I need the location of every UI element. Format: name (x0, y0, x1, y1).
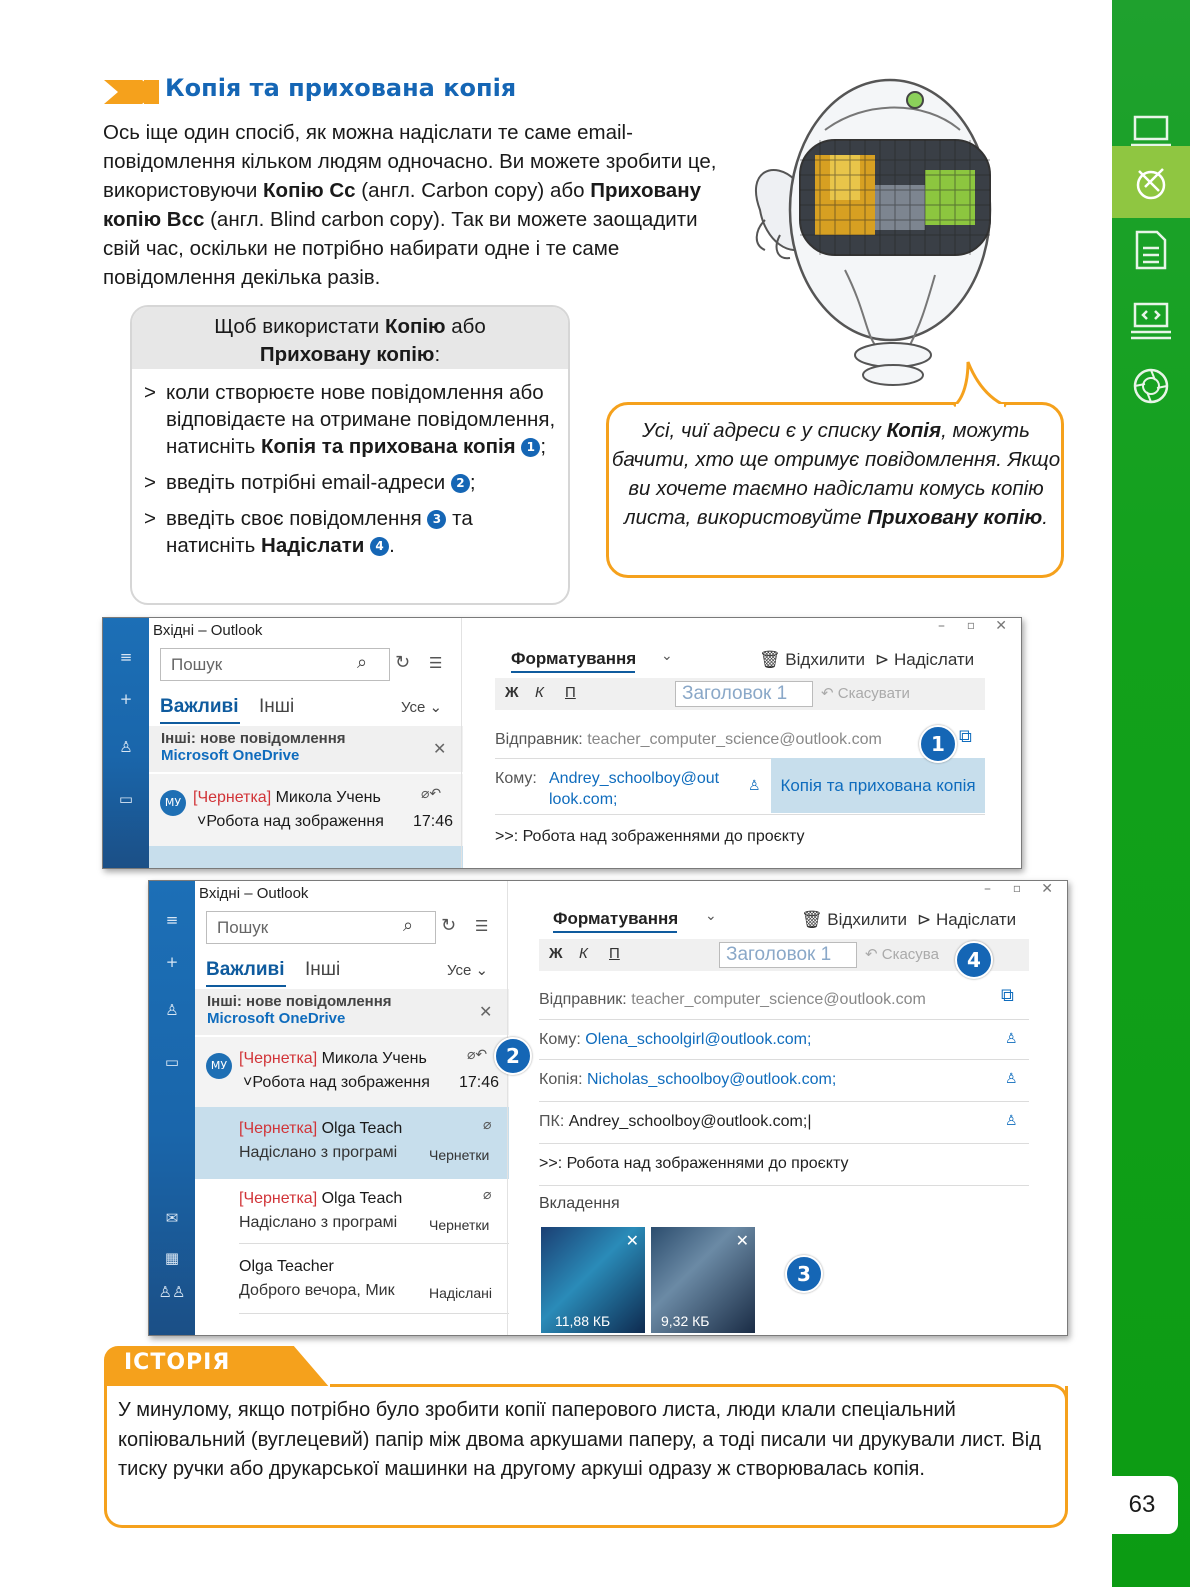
mail-folder: Чернетки (429, 1147, 490, 1163)
attachment-thumbnail[interactable]: ✕ 9,32 КБ (651, 1227, 755, 1333)
bubble-text: Усі, чиї адреси є у списку Копія, можуть бачити, хто ще отримує повідомлення. Якщо ви хочете таємно надіслати комусь копію листа, використовуйте Приховану копію. (611, 419, 1061, 529)
search-input[interactable]: Пошук (160, 648, 390, 681)
mail-sender: [Чернетка] Olga Teach (239, 1190, 403, 1207)
subject-field[interactable]: >>: Робота над зображеннями до проєкту (539, 1155, 849, 1172)
mail-sender: [Чернетка] Микола Учень (239, 1050, 427, 1067)
contact-icon[interactable]: ♙ (1005, 1113, 1018, 1129)
mail-subject: ˅Робота над зображення (243, 1074, 430, 1091)
aperture-icon (1112, 350, 1190, 422)
code-icon (1112, 284, 1190, 356)
new-mail-icon[interactable]: + (165, 953, 179, 971)
mail-time: 17:46 (459, 1074, 500, 1091)
search-input[interactable]: Пошук (206, 911, 436, 944)
sync-icon[interactable]: ↻ (441, 915, 457, 936)
outlook-window-2 (148, 880, 1068, 1336)
cc-bcc-button[interactable]: Копія та прихована копія (771, 758, 985, 813)
outlook-window-1 (102, 617, 1022, 869)
mail-subject: ˅Робота над зображення (197, 813, 384, 830)
other-banner[interactable]: Інші: нове повідомлення Microsoft OneDrive ✕ (195, 989, 509, 1035)
send-button[interactable]: ⊳ Надіслати (875, 650, 975, 669)
underline-button[interactable]: П (609, 945, 620, 962)
bubble-tail-icon (950, 360, 1010, 408)
undo-button[interactable]: ↶ Скасува (865, 946, 939, 963)
window-title: Вхідні – Outlook (153, 622, 263, 639)
mail-sender: [Чернетка] Микола Учень (193, 789, 381, 806)
send-button[interactable]: ⊳ Надіслати (917, 910, 1017, 929)
network-icon (1112, 146, 1190, 218)
mail-icon[interactable]: ✉ (165, 1209, 179, 1227)
close-icon[interactable]: ✕ (433, 741, 447, 758)
chevron-down-icon[interactable]: ⌄ (661, 648, 673, 664)
maximize-icon[interactable]: ▫ (966, 618, 975, 632)
mail-sender: [Чернетка] Olga Teach (239, 1120, 403, 1137)
document-icon (1112, 214, 1190, 286)
tab-other[interactable]: Інші (259, 696, 295, 717)
steps-box (130, 305, 570, 605)
from-row: Відправник: teacher_computer_science@outlook.com (495, 731, 882, 748)
bold-button[interactable]: Ж (549, 945, 563, 962)
mail-preview: Надіслано з програмі (239, 1144, 398, 1161)
callout-4: 4 (955, 941, 993, 979)
bcc-row[interactable]: ПК: Andrey_schoolboy@outlook.com;| (539, 1113, 812, 1130)
account-icon[interactable]: ♙ (119, 738, 133, 756)
filter-dropdown[interactable]: Усе ⌄ (401, 699, 443, 716)
mail-folder: Надіслані (429, 1285, 492, 1301)
select-icon[interactable]: ☰ (475, 917, 489, 935)
history-title: ІСТОРІЯ (124, 1350, 231, 1375)
cc-row[interactable]: Копія: Nicholas_schoolboy@outlook.com; (539, 1071, 837, 1088)
filter-dropdown[interactable]: Усе ⌄ (447, 962, 489, 979)
select-icon[interactable]: ☰ (429, 654, 443, 672)
folder-icon[interactable]: ▭ (164, 1053, 180, 1071)
search-icon[interactable]: ⌕ (403, 915, 414, 936)
attachment-thumbnail[interactable]: ✕ 11,88 КБ (541, 1227, 645, 1333)
step-item: > введіть потрібні email-адреси 2 ; (144, 471, 476, 494)
discard-button[interactable]: 🗑 Відхилити (759, 650, 866, 669)
tab-focused[interactable]: Важливі (206, 959, 285, 980)
undo-button[interactable]: ↶ Скасувати (821, 685, 910, 702)
hamburger-icon[interactable]: ≡ (165, 911, 179, 929)
subject-field[interactable]: >>: Робота над зображеннями до проєкту (495, 828, 805, 845)
formatting-tab[interactable]: Форматування (511, 649, 637, 668)
account-icon[interactable]: ♙ (165, 1001, 179, 1019)
popout-icon[interactable]: ⧉ (959, 726, 972, 747)
attachment-icon: ⌀ (483, 1187, 492, 1203)
intro-paragraph: Ось іще один спосіб, як можна надіслати те саме email-повідомлення кільком людям одночасно. Ви можете зробити це, використовуючи Копію Cc (англ. Carbon copy) або Приховану копію Bcc (англ. Blind carbon copy). Так ви можете заощадити свій час, оскільки не потрібно набирати одне і те саме повідомлення декілька разів. (103, 121, 717, 289)
folder-icon[interactable]: ▭ (118, 790, 134, 808)
minimize-icon[interactable]: – (938, 618, 945, 634)
callout-2: 2 (494, 1037, 532, 1075)
people-icon[interactable]: ♙♙ (158, 1283, 186, 1301)
section-heading: Копія та прихована копія (165, 74, 517, 102)
mail-folder: Чернетки (429, 1217, 490, 1233)
history-text: У минулому, якщо потрібно було зробити копії паперового листа, люди клали спеціальний копіювальний (вуглецевий) папір між двома аркушами паперу, а тоді писали чи друкували лист. Від тиску ручки або друкарської машинки на другому аркуші одразу ж створювалась копія. (118, 1399, 1041, 1480)
to-row: Кому: (495, 770, 537, 787)
close-icon[interactable]: ✕ (479, 1004, 493, 1021)
new-mail-icon[interactable]: + (119, 690, 133, 708)
italic-button[interactable]: К (579, 945, 588, 962)
window-close-icon[interactable]: ✕ (1041, 881, 1053, 897)
mail-time: 17:46 (413, 813, 454, 830)
calendar-icon[interactable]: ▦ (164, 1249, 180, 1267)
remove-icon[interactable]: ✕ (735, 1231, 749, 1250)
tab-other[interactable]: Інші (305, 959, 341, 980)
window-close-icon[interactable]: ✕ (995, 618, 1007, 634)
tab-focused[interactable]: Важливі (160, 696, 239, 717)
from-row: Відправник: teacher_computer_science@outlook.com (539, 991, 926, 1008)
attachment-icon: ⌀ (483, 1117, 492, 1133)
italic-button[interactable]: К (535, 684, 544, 701)
popout-icon[interactable]: ⧉ (1001, 985, 1014, 1006)
avatar: МУ (206, 1053, 232, 1079)
contact-icon[interactable]: ♙ (1005, 1031, 1018, 1047)
contact-icon[interactable]: ♙ (748, 778, 761, 794)
to-row[interactable]: Кому: Olena_schoolgirl@outlook.com; (539, 1031, 812, 1048)
underline-button[interactable]: П (565, 684, 576, 701)
search-icon[interactable]: ⌕ (357, 652, 368, 673)
attachments-label: Вкладення (539, 1195, 620, 1212)
maximize-icon[interactable]: ▫ (1012, 881, 1021, 895)
heading-arrow-icon (104, 80, 159, 104)
style-select[interactable]: Заголовок 1 (719, 942, 857, 968)
other-banner[interactable]: Інші: нове повідомлення Microsoft OneDrive ✕ (149, 726, 463, 772)
mail-preview: Надіслано з програмі (239, 1214, 398, 1231)
chevron-down-icon[interactable]: ⌄ (705, 908, 717, 924)
steps-heading: Щоб використати Копію або Приховану копію: (132, 307, 568, 369)
robot-illustration (735, 70, 1045, 400)
window-title: Вхідні – Outlook (199, 885, 309, 902)
formatting-tab[interactable]: Форматування (553, 909, 679, 928)
tab-underline (160, 722, 240, 724)
to-field[interactable]: Andrey_schoolboy@out look.com; (549, 770, 720, 808)
style-select[interactable]: Заголовок 1 (675, 681, 813, 707)
page-number: 63 (1106, 1476, 1178, 1534)
mail-item-selected[interactable] (149, 846, 463, 868)
sync-icon[interactable]: ↻ (395, 652, 411, 673)
avatar: МУ (160, 790, 186, 816)
callout-3: 3 (785, 1255, 823, 1293)
hamburger-icon[interactable]: ≡ (119, 648, 133, 666)
callout-1: 1 (919, 725, 957, 763)
attachment-icon: ⌀↶ (467, 1047, 488, 1063)
attachment-icon: ⌀↶ (421, 786, 442, 802)
step-item: > введіть своє повідомлення 3 та натисніть Надіслати 4 . (144, 507, 473, 557)
minimize-icon[interactable]: – (984, 881, 991, 897)
mail-sender: Olga Teacher (239, 1258, 334, 1275)
step-item: > коли створюєте нове повідомлення або відповідаєте на отримане повідомлення, натисніть Копія та прихована копія 1 ; (144, 381, 556, 458)
contact-icon[interactable]: ♙ (1005, 1071, 1018, 1087)
remove-icon[interactable]: ✕ (625, 1231, 639, 1250)
discard-button[interactable]: 🗑 Відхилити (801, 910, 908, 929)
mail-preview: Доброго вечора, Мик (239, 1282, 395, 1299)
bold-button[interactable]: Ж (505, 684, 519, 701)
